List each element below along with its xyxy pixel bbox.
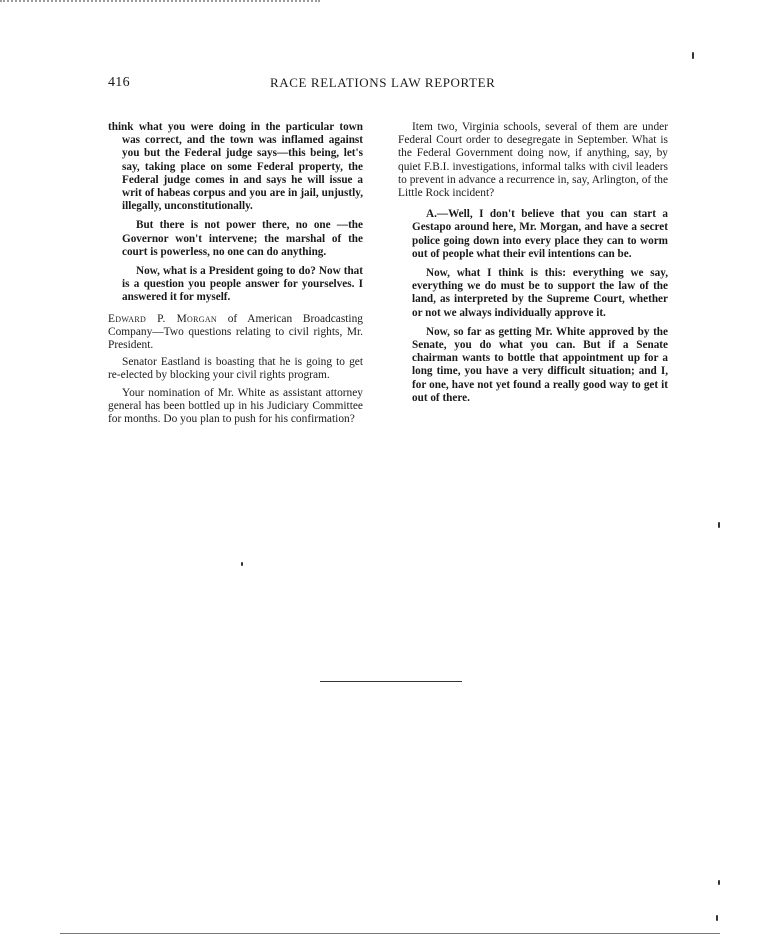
bottom-scan-edge: [60, 933, 720, 934]
answer-paragraph: Now, what is a President going to do? Now that is a question you people answer for yourselves. I answered it for myself.: [122, 265, 363, 304]
question-paragraph: Senator Eastland is boasting that he is going to get re-elected by blocking your civil rights program.: [108, 356, 363, 382]
answer-continued: [108, 121, 363, 305]
question-intro: [108, 313, 363, 353]
running-head: RACE RELATIONS LAW REPORTER: [270, 75, 496, 90]
page-number: 416: [108, 75, 130, 90]
scan-speck: [718, 880, 720, 885]
right-column: [398, 121, 668, 411]
answer-paragraph: A.—Well, I don't believe that you can start a Gestapo around here, Mr. Morgan, and have a secret police going down into every place they can to worm out of people what their evil intentions can be.: [412, 208, 668, 260]
scan-speck: [718, 522, 720, 528]
answer-paragraph: Now, so far as getting Mr. White approved by the Senate, you do what you can. But if a Senate chairman wants to bottle that appointment up for a long time, you have a very difficult situation; and I, for one, have not yet found a really good way to get it out of there.: [412, 325, 668, 404]
president-answer: [398, 208, 668, 405]
questioner-intro-text: of American Broadcasting Company—Two questions relating to civil rights, Mr. President.: [108, 312, 363, 352]
left-column: [108, 121, 363, 430]
scan-speck: [241, 562, 243, 566]
question-paragraph: Your nomination of Mr. White as assistant attorney general has been bottled up in his Judiciary Committee for months. Do you plan to push for his confirmation?: [108, 386, 363, 426]
top-dotted-border: [0, 0, 320, 2]
answer-paragraph: But there is not power there, no one —the Governor won't intervene; the marshal of the court is powerless, no one can do anything.: [122, 219, 363, 258]
scan-speck: [692, 52, 694, 59]
questioner-name: Edward P. Morgan: [108, 312, 217, 325]
question-paragraph: Item two, Virginia schools, several of them are under Federal Court order to desegregate in September. What is the Federal Government doing now, if anything, say, by quiet F.B.I. investigations, informal talks with civil leaders to prevent in advance a recurrence in, say, Arlington, of the Little Rock incident?: [398, 121, 668, 200]
scan-speck: [716, 915, 718, 921]
answer-paragraph: think what you were doing in the particular town was correct, and the town was inflamed against you but the Federal judge says—this being, let's say, taking place on some Federal property, the Federal judge comes in and says he will issue a writ of habeas corpus and you are in jail, unjustly, illegally, unconstitutionally.: [108, 121, 363, 213]
section-divider-rule: [320, 681, 462, 682]
answer-paragraph: Now, what I think is this: everything we say, everything we do must be to support the law of the land, as interpreted by the Supreme Court, whether or not we always individually approve it.: [412, 267, 668, 319]
